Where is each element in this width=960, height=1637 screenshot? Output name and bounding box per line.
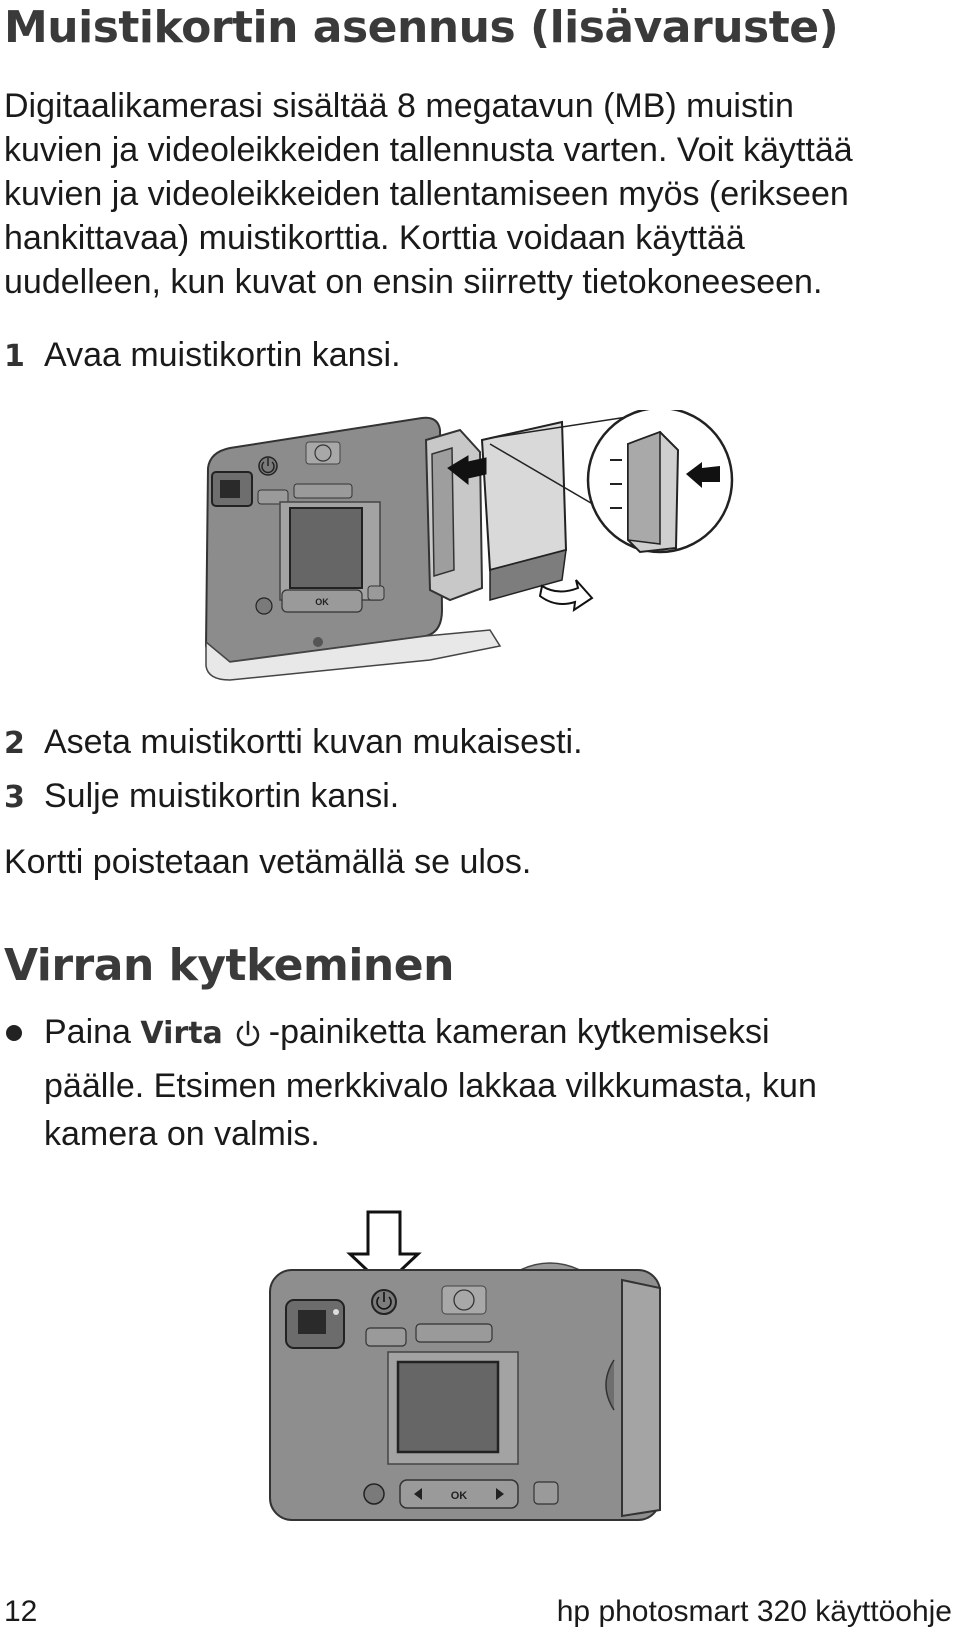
bullet-line2: päälle. Etsimen merkkivalo lakkaa vilkkumasta, kun (44, 1067, 817, 1105)
power-keyword: Virta (140, 1016, 223, 1051)
step-number: 3 (4, 780, 25, 815)
power-icon (233, 1014, 263, 1062)
flash-button (294, 484, 352, 498)
intro-line: hankittavaa) muistikorttia. Korttia voidaan käyttää (4, 219, 745, 257)
timer-button (366, 1328, 406, 1346)
lcd-screen (290, 508, 362, 588)
delete-button (364, 1484, 384, 1504)
intro-paragraph (4, 84, 954, 304)
step-number: 1 (4, 339, 25, 374)
display-button (368, 586, 384, 600)
memory-card (482, 422, 566, 570)
display-button (534, 1482, 558, 1504)
step-text: Sulje muistikortin kansi. (44, 777, 400, 815)
tripod-mount (313, 637, 323, 647)
side-door (622, 1280, 660, 1516)
removal-note: Kortti poistetaan vetämällä se ulos. (4, 843, 532, 881)
step-3 (4, 774, 954, 820)
ok-label: OK (450, 1490, 468, 1502)
camera-power-illustration (250, 1210, 710, 1530)
intro-line: Digitaalikamerasi sisältää 8 megatavun (MB) muistin (4, 87, 794, 125)
intro-line: uudelleen, kun kuvat on ensin siirretty tietokoneeseen. (4, 263, 823, 301)
page-number: 12 (4, 1595, 38, 1628)
lcd-screen (398, 1362, 498, 1452)
flash-button (416, 1324, 492, 1342)
step-2 (4, 720, 954, 766)
camera-memory-card-illustration (190, 410, 750, 710)
intro-line: kuvien ja videoleikkeiden tallennusta varten. Voit käyttää (4, 131, 853, 169)
ok-label: OK (315, 597, 329, 607)
step-number: 2 (4, 726, 25, 761)
delete-button (256, 598, 272, 614)
bullet-line1-rest: -painiketta kameran kytkemiseksi (268, 1013, 770, 1051)
section-title-memory-card: Muistikortin asennus (lisävaruste) (4, 2, 839, 53)
document-title: hp photosmart 320 käyttöohje (556, 1595, 952, 1628)
step-text: Avaa muistikortin kansi. (44, 336, 401, 374)
bullet-dot (6, 1025, 22, 1041)
step-text: Aseta muistikortti kuvan mukaisesti. (44, 723, 583, 761)
step-1 (4, 333, 954, 379)
intro-line: kuvien ja videoleikkeiden tallentamiseen myös (erikseen (4, 175, 849, 213)
section-title-power: Virran kytkeminen (4, 940, 454, 991)
bullet-line3: kamera on valmis. (44, 1115, 320, 1153)
bullet-prefix: Paina (44, 1013, 131, 1051)
